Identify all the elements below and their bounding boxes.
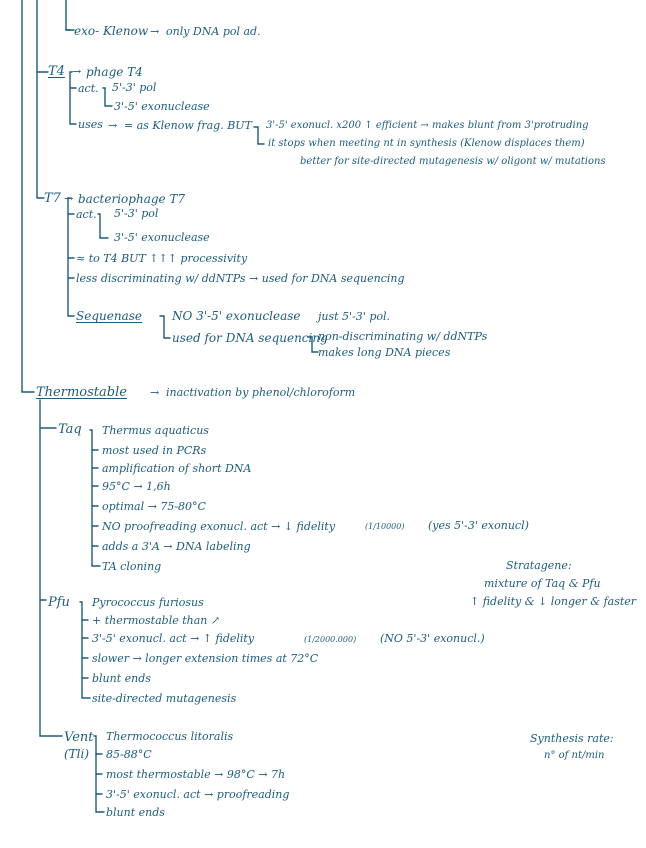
t4-act-item: 3'-5' exonuclease xyxy=(114,100,210,113)
sequenase-line: used for DNA sequencing xyxy=(172,331,328,345)
arrow-icon: → xyxy=(64,192,74,205)
taq-item: Thermus aquaticus xyxy=(102,424,209,437)
t4-uses-line: 3'-5' exonucl. x200 ↑ efficient → makes blunt from 3'protruding xyxy=(266,120,589,131)
t4-uses-label: uses xyxy=(78,118,103,131)
arrow-icon: → xyxy=(150,386,160,399)
taq-item: amplification of short DNA xyxy=(102,462,252,475)
stratagene-title: Stratagene: xyxy=(506,559,572,572)
taq-item: 95°C → 1,6h xyxy=(102,480,171,493)
taq-item: TA cloning xyxy=(102,560,162,573)
t7-label: T7 xyxy=(44,191,61,206)
vent-item: Thermococcus litoralis xyxy=(106,730,234,743)
t4-uses-line: it stops when meeting nt in synthesis (Klenow displaces them) xyxy=(268,138,585,149)
t7-act-item: 3'-5' exonuclease xyxy=(114,231,210,244)
sequenase-line-b: just 5'-3' pol. xyxy=(318,310,390,323)
taq-label: Taq xyxy=(58,422,82,437)
pfu-item: site-directed mutagenesis xyxy=(92,692,237,705)
taq-fidelity-note: (yes 5'-3' exonucl) xyxy=(428,519,529,532)
vent-item: most thermostable → 98°C → 7h xyxy=(106,768,286,781)
vent-label: Vent xyxy=(64,730,94,745)
taq-item: optimal → 75-80°C xyxy=(102,500,206,513)
t4-source: phage T4 xyxy=(86,65,143,79)
t7-act-item: 5'-3' pol xyxy=(114,207,159,220)
taq-item: adds a 3'A → DNA labeling xyxy=(102,540,251,553)
t7-act-label: act. xyxy=(76,208,97,221)
t4-label: T4 xyxy=(48,64,65,79)
t4-act-item: 5'-3' pol xyxy=(112,81,157,94)
pfu-item: blunt ends xyxy=(92,672,151,685)
thermostable-label: Thermostable xyxy=(36,385,127,400)
arrow-icon: → xyxy=(150,25,160,38)
pfu-item: slower → longer extension times at 72°C xyxy=(92,652,319,665)
stratagene-line: ↑ fidelity & ↓ longer & faster xyxy=(470,595,637,608)
vent-item: 85-88°C xyxy=(106,748,152,761)
synthesis-unit: n° of nt/min xyxy=(544,750,605,761)
sequenase-sub: makes long DNA pieces xyxy=(318,346,451,359)
pfu-item: 3'-5' exonucl. act → ↑ fidelity xyxy=(92,632,255,645)
vent-item: 3'-5' exonucl. act → proofreading xyxy=(106,788,290,801)
sequenase-label: Sequenase xyxy=(76,309,142,323)
arrow-icon: → xyxy=(108,119,118,132)
pfu-item: + thermostable than ↗ xyxy=(92,614,221,627)
arrow-icon: → xyxy=(72,65,82,78)
pfu-item: Pyrococcus furiosus xyxy=(92,596,204,609)
t4-act-label: act. xyxy=(78,82,99,95)
t4-uses-intro: = as Klenow frag. BUT xyxy=(124,119,252,132)
t7-note: ≈ to T4 BUT ↑↑↑ processivity xyxy=(76,252,248,265)
taq-item: most used in PCRs xyxy=(102,444,207,457)
sequenase-line: NO 3'-5' exonuclease xyxy=(172,309,301,323)
klenow-exo-label: exo- Klenow xyxy=(74,24,149,38)
pfu-fidelity-note: (NO 5'-3' exonucl.) xyxy=(380,632,485,645)
sequenase-sub: non-discriminating w/ ddNTPs xyxy=(318,330,488,343)
t7-note: less discriminating w/ ddNTPs → used for DNA sequencing xyxy=(76,272,405,285)
vent-label-alt: (Tli) xyxy=(64,747,90,761)
taq-item: NO proofreading exonucl. act → ↓ fidelity xyxy=(102,520,336,533)
pfu-label: Pfu xyxy=(48,595,70,610)
stratagene-line: mixture of Taq & Pfu xyxy=(484,577,601,590)
taq-fidelity-value: (1/10000) xyxy=(365,522,405,531)
vent-item: blunt ends xyxy=(106,806,165,819)
klenow-exo-desc: only DNA pol ad. xyxy=(166,25,261,38)
t4-uses-line: better for site-directed mutagenesis w/ oligont w/ mutations xyxy=(300,156,606,167)
synthesis-title: Synthesis rate: xyxy=(530,732,614,745)
pfu-fidelity-value: (1/2000.000) xyxy=(304,635,357,644)
thermostable-desc: inactivation by phenol/chloroform xyxy=(166,386,356,399)
t7-source: bacteriophage T7 xyxy=(78,192,186,206)
